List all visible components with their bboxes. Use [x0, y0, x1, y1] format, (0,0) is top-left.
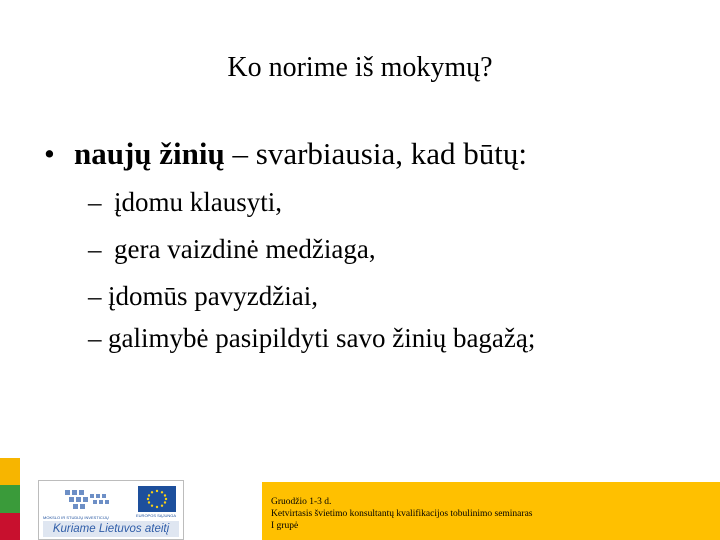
sub-item-text: įdomu klausyti,	[114, 187, 282, 217]
slide-title: Ko norime iš mokymų?	[227, 52, 493, 83]
flag-stripes	[0, 458, 20, 540]
sub-item	[88, 234, 376, 265]
logo-caption: MOKSLO IR STUDIJŲ INVESTICIJŲ	[43, 515, 109, 520]
sub-item-dash: –	[88, 187, 102, 217]
bullet-marker: •	[44, 136, 55, 171]
sub-item-dash: –	[88, 234, 102, 264]
sub-item-text: gera vaizdinė medžiaga,	[114, 234, 376, 264]
footer-text	[271, 496, 532, 532]
sub-item-dash: –	[88, 281, 102, 311]
bullet-bold-text: naujų žinių	[74, 136, 225, 171]
bullet-rest-text: – svarbiausia, kad būtų:	[224, 136, 527, 171]
footer-date: Gruodžio 1-3 d.	[271, 497, 332, 507]
sub-item-text: galimybė pasipildyti savo žinių bagažą;	[108, 323, 536, 353]
sub-item	[88, 281, 318, 312]
footer-group: I grupė	[271, 521, 299, 531]
main-bullet	[44, 136, 527, 172]
logo-slogan: Kuriame Lietuvos ateitį	[43, 521, 179, 537]
eu-caption: EUROPOS SĄJUNGA	[136, 513, 177, 518]
sponsor-logo	[38, 480, 184, 540]
ministry-logo-icon	[45, 486, 135, 518]
sub-item	[88, 323, 535, 354]
flag-stripe-green	[0, 485, 20, 512]
flag-stripe-red	[0, 513, 20, 540]
sub-item-dash: –	[88, 323, 102, 353]
sub-item-text: įdomūs pavyzdžiai,	[108, 281, 318, 311]
footer-seminar: Ketvirtasis švietimo konsultantų kvalifikacijos tobulinimo seminaras	[271, 509, 533, 519]
flag-stripe-yellow	[0, 458, 20, 485]
sub-item	[88, 187, 282, 218]
eu-flag-icon	[138, 486, 176, 512]
